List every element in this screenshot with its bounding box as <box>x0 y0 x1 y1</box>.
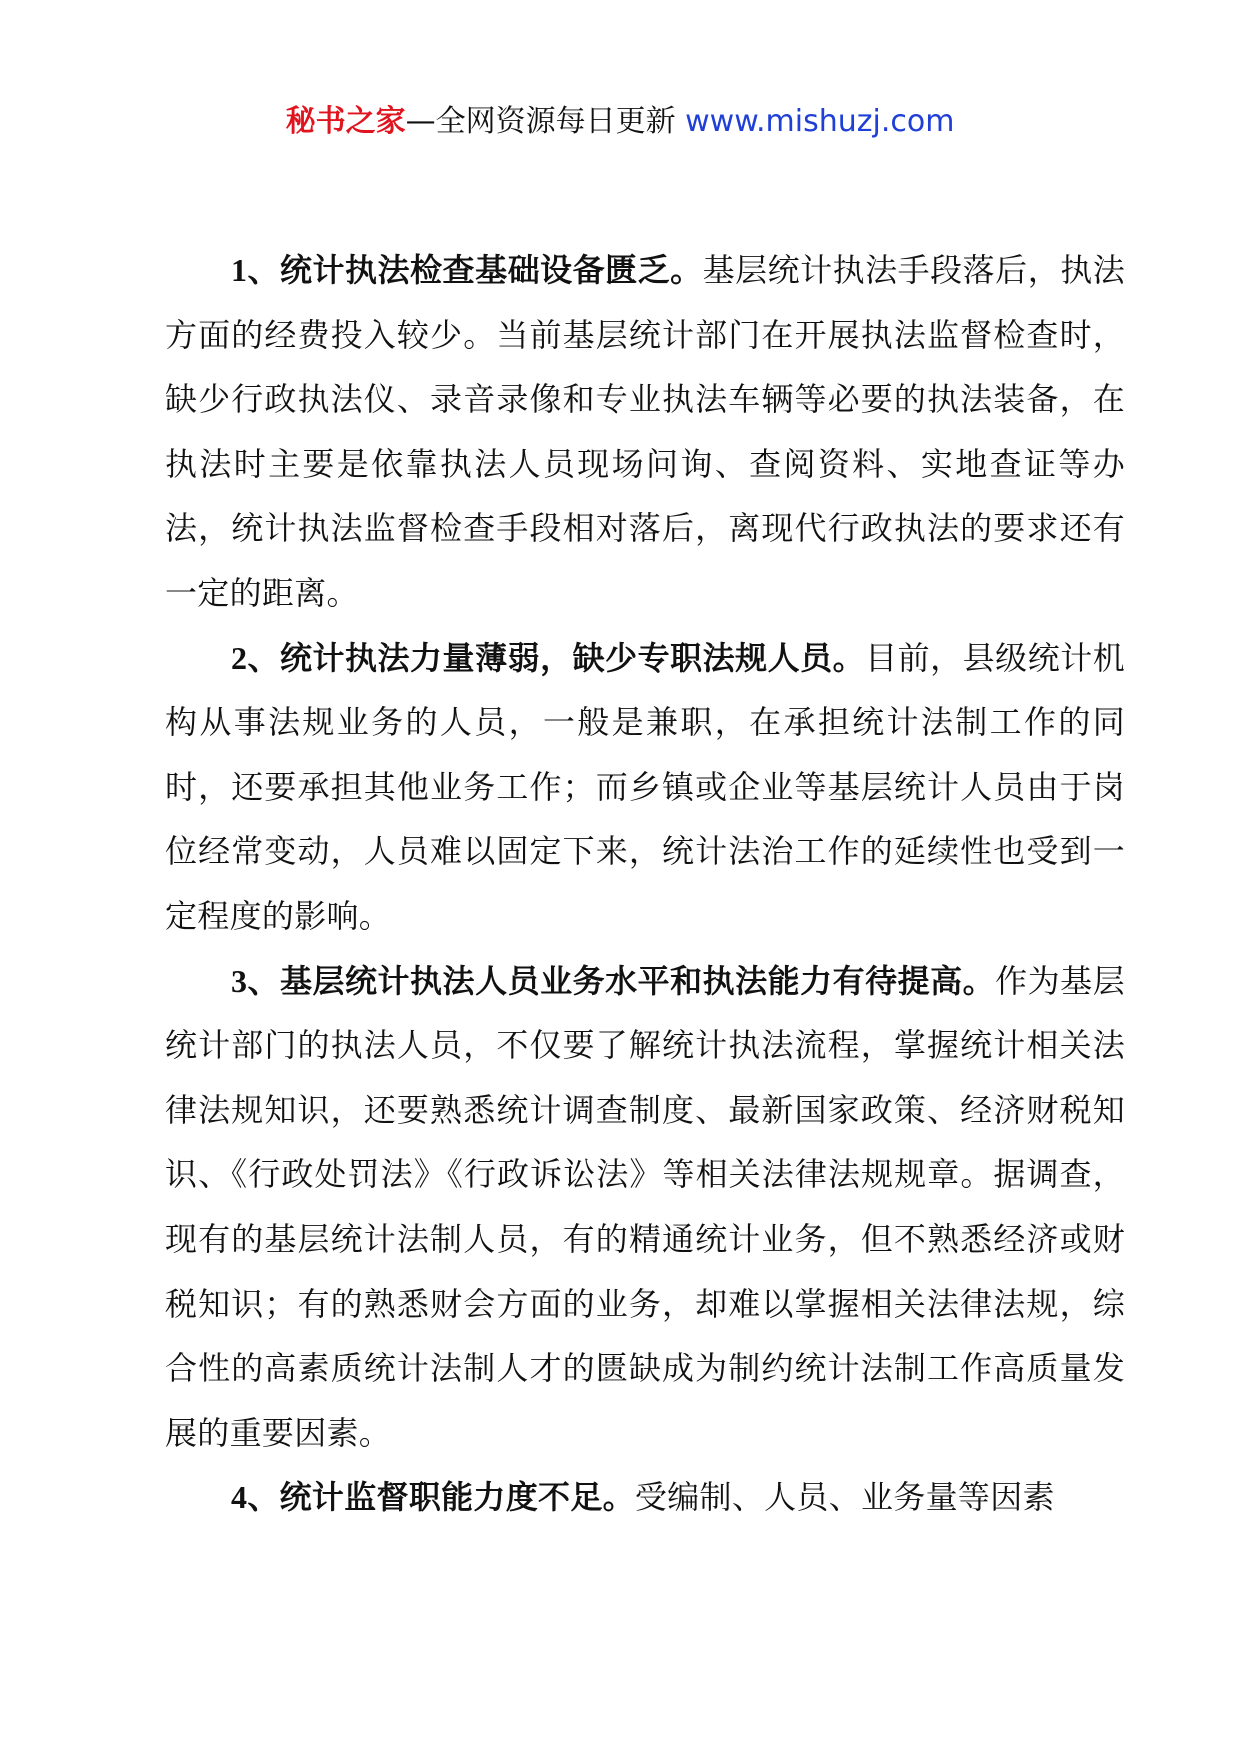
brand-name: 秘书之家 <box>285 104 406 139</box>
paragraph-text: 作为基层统计部门的执法人员，不仅要了解统计执法流程，掌握统计相关法律法规知识，还要熟悉统计调查制度、最新国家政策、经济财税知识、《行政处罚法》《行政诉讼法》等相关法律法规规章。据调查，现有的基层统计法制人员，有的精通统计业务，但不熟悉经济或财税知识；有的熟悉财会方面的业务，却难以掌握相关法律法规，综合性的高素质统计法制人才的匮缺成为制约统计法制工作高质量发展的重要因素。 <box>165 961 1125 1452</box>
paragraph-text: 受编制、人员、业务量等因素 <box>634 1478 1055 1517</box>
paragraph-number: 3 <box>231 962 248 999</box>
paragraph-3 <box>165 949 1125 1466</box>
header-tagline: —全网资源每日更新 <box>405 104 686 139</box>
paragraph-2 <box>165 626 1125 949</box>
paragraph-number: 2 <box>231 639 248 676</box>
paragraph-4 <box>165 1465 1125 1530</box>
document-body <box>165 238 1125 1530</box>
paragraph-heading: 、基层统计执法人员业务水平和执法能力有待提高。 <box>247 961 996 1000</box>
paragraph-heading: 、统计执法力量薄弱，缺少专职法规人员。 <box>247 638 866 677</box>
paragraph-text: 目前，县级统计机构从事法规业务的人员，一般是兼职，在承担统计法制工作的同时，还要承担其他业务工作；而乡镇或企业等基层统计人员由于岗位经常变动，人员难以固定下来，统计法治工作的延续性也受到一定程度的影响。 <box>165 638 1126 935</box>
paragraph-text: 基层统计执法手段落后，执法方面的经费投入较少。当前基层统计部门在开展执法监督检查时，缺少行政执法仪、录音录像和专业执法车辆等必要的执法装备，在执法时主要是依靠执法人员现场问询、查阅资料、实地查证等办法，统计执法监督检查手段相对落后，离现代行政执法的要求还有一定的距离。 <box>165 251 1126 612</box>
paragraph-heading: 、统计监督职能力度不足。 <box>247 1478 635 1517</box>
site-url[interactable]: www.mishuzj.com <box>685 104 955 139</box>
site-header <box>0 100 1240 144</box>
paragraph-1 <box>165 238 1125 626</box>
paragraph-number: 4 <box>231 1479 248 1516</box>
paragraph-heading: 、统计执法检查基础设备匮乏。 <box>247 251 703 289</box>
paragraph-number: 1 <box>231 252 248 288</box>
